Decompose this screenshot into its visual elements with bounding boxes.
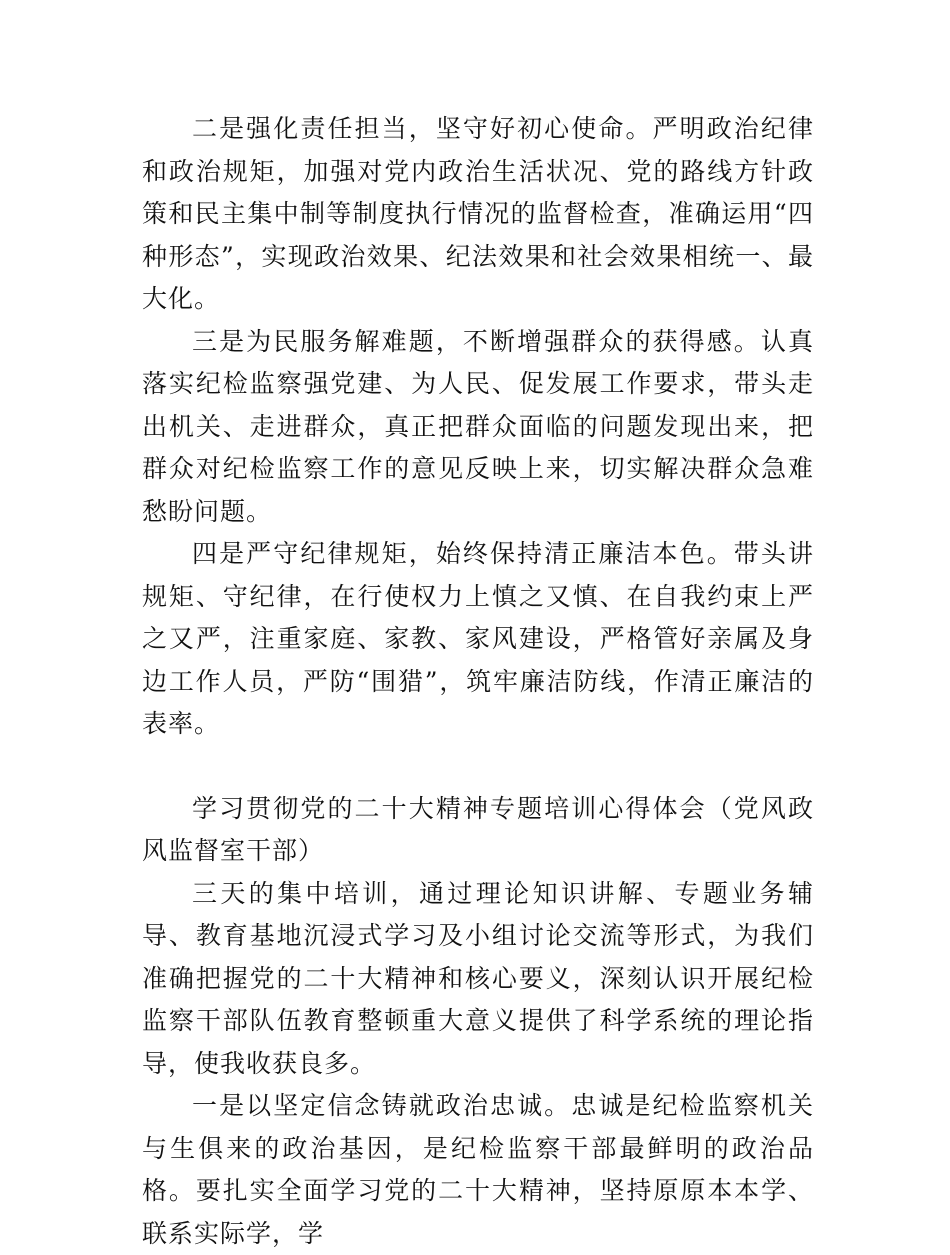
paragraph-training: 三天的集中培训，通过理论知识讲解、专题业务辅导、教育基地沉浸式学习及小组讨论交流等形式，为我们准确把握党的二十大精神和核心要义，深刻认识开展纪检监察干部队伍教育整顿重大意义提供了科学系统的理论指导，使我收获良多。 [142,878,814,1078]
paragraph-loyalty: 一是以坚定信念铸就政治忠诚。忠诚是纪检监察机关与生俱来的政治基因，是纪检监察干部最鲜明的政治品格。要扎实全面学习党的二十大精神，坚持原原本本学、联系实际学，学 [142,1091,814,1248]
document-body [142,108,814,1255]
paragraph-serve-people: 三是为民服务解难题，不断增强群众的获得感。认真落实纪检监察强党建、为人民、促发展工作要求，带头走出机关、走进群众，真正把群众面临的问题发现出来，把群众对纪检监察工作的意见反映上来，切实解决群众急难愁盼问题。 [142,326,814,526]
paragraph-discipline: 四是严守纪律规矩，始终保持清正廉洁本色。带头讲规矩、守纪律，在行使权力上慎之又慎、在自我约束上严之又严，注重家庭、家教、家风建设，严格管好亲属及身边工作人员，严防“围猎”，筑牢廉洁防线，作清正廉洁的表率。 [142,539,814,738]
paragraph-duty: 二是强化责任担当，坚守好初心使命。严明政治纪律和政治规矩，加强对党内政治生活状况、党的路线方针政策和民主集中制等制度执行情况的监督检查，准确运用“四种形态”，实现政治效果、纪法效果和社会效果相统一、最大化。 [142,114,814,313]
section-spacer [142,746,814,788]
section-title: 学习贯彻党的二十大精神专题培训心得体会（党风政风监督室干部） [142,793,814,865]
